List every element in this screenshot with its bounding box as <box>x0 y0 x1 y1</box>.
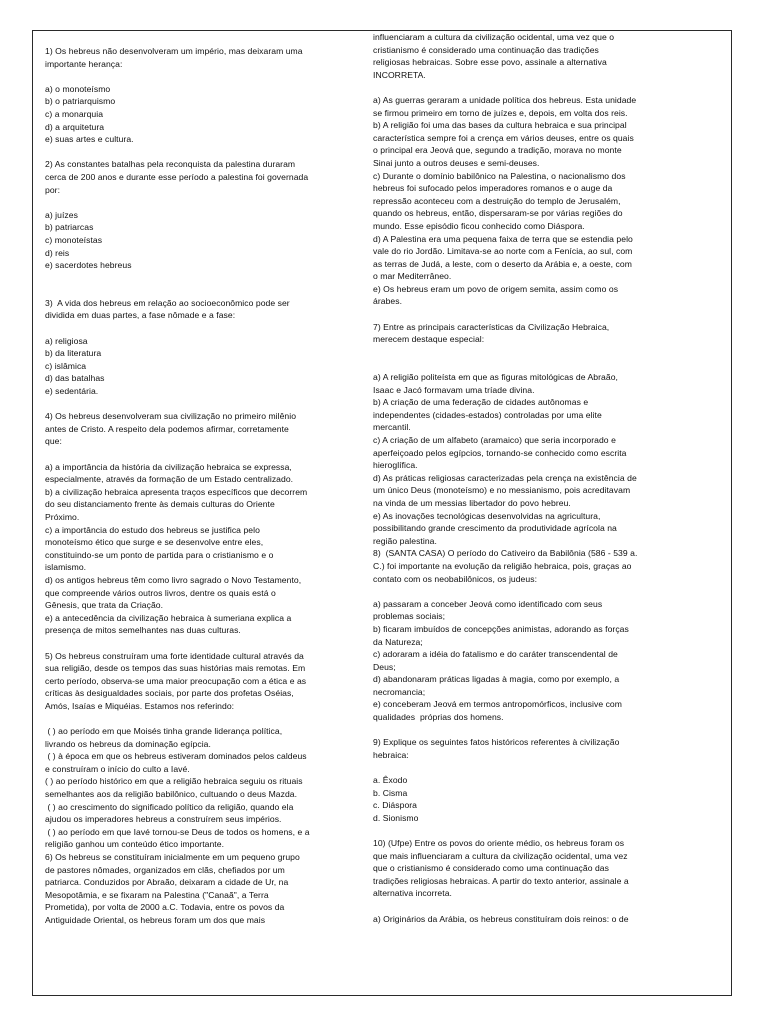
text-line: que compreende vários outros livros, dentre os quais está o <box>45 587 276 598</box>
left-column <box>45 45 370 927</box>
text-line: b) o patriarquismo <box>45 96 116 107</box>
text-line: e) a antecedência da civilização hebraica à sumeriana explica a <box>45 612 292 623</box>
text-line: e) sacerdotes hebreus <box>45 260 132 271</box>
text-line: 8) (SANTA CASA) O período do Cativeiro da Babilônia (586 - 539 a. <box>373 548 638 559</box>
text-line: d) os antigos hebreus têm como livro sagrado o Novo Testamento, <box>45 574 302 585</box>
text-line: d) das batalhas <box>45 373 105 384</box>
text-line: b) ficaram imbuídos de concepções animistas, adorando as forças <box>373 623 629 634</box>
text-line: tradições religiosas hebraicas. A partir do texto anterior, assinale a <box>373 875 629 886</box>
text-line: a) religiosa <box>45 335 88 346</box>
text-line: INCORRETA. <box>373 69 426 80</box>
text-line: monoteísmo ético que surge e se desenvolve entre eles, <box>45 537 264 548</box>
text-line: c) adoraram a idéia do fatalismo e do caráter transcendental de <box>373 649 618 660</box>
text-line: d. Sionismo <box>373 812 419 823</box>
text-line: merecem destaque especial: <box>373 334 485 345</box>
text-line: e construíram o início do culto a Iavé. <box>45 763 190 774</box>
text-line: de pastores nômades, organizados em clãs, chefiados por um <box>45 864 285 875</box>
text-line: ( ) ao período em que Iavé tornou-se Deus de todos os homens, e a <box>45 826 310 837</box>
text-line: d) abandonaram práticas ligadas à magia, como por exemplo, a <box>373 674 620 685</box>
blank-line <box>373 81 663 94</box>
text-line: Próximo. <box>45 511 80 522</box>
text-line: região palestina. <box>373 535 437 546</box>
text-line: b) A religião foi uma das bases da cultura hebraica e sua principal <box>373 120 627 131</box>
text-line: Gênesis, que trata da Criação. <box>45 600 164 611</box>
text-line: 2) As constantes batalhas pela reconquista da palestina duraram <box>45 159 296 170</box>
text-line: aperfeiçoado pelos egípcios, tornando-se conhecido como escrita <box>373 447 627 458</box>
text-line: ( ) à época em que os hebreus estiveram dominados pelos caldeus <box>45 751 307 762</box>
text-line: se firmou primeiro em torno de juízes e, depois, em volta dos reis. <box>373 107 628 118</box>
text-line: Antiguidade Oriental, os hebreus foram um dos que mais <box>45 914 266 925</box>
text-line: e) sedentária. <box>45 386 99 397</box>
text-line: livrando os hebreus da dominação egípcia. <box>45 738 211 749</box>
text-line: ( ) ao crescimento do significado político da religião, quando ela <box>45 801 294 812</box>
text-line: constituindo-se um ponto de partida para o cristianismo e o <box>45 549 274 560</box>
text-line: que o cristianismo é considerado como uma continuação das <box>373 863 609 874</box>
text-line: críticas às desigualdades sociais, por parte dos profetas Oséias, <box>45 688 294 699</box>
text-line: c) a monarquia <box>45 108 104 119</box>
text-line: islamismo. <box>45 562 87 573</box>
text-line: 7) Entre as principais características da Civilização Hebraica, <box>373 321 610 332</box>
blank-line <box>373 308 663 321</box>
text-line: a. Êxodo <box>373 775 408 786</box>
text-line: característica sempre foi a crença em vários deuses, entre os quais <box>373 132 634 143</box>
text-line: d) reis <box>45 247 70 258</box>
text-line: a) Originários da Arábia, os hebreus constituíram dois reinos: o de <box>373 913 629 924</box>
text-line: patriarca. Conduzidos por Abraão, deixaram a cidade de Ur, na <box>45 877 289 888</box>
text-line: do seu distanciamento frente às demais culturas do Oriente <box>45 499 275 510</box>
text-line: Deus; <box>373 661 396 672</box>
text-line: árabes. <box>373 296 403 307</box>
page-frame <box>32 30 732 996</box>
text-line: Mesopotâmia, e se fixaram na Palestina ("Canaã", a Terra <box>45 889 269 900</box>
text-line: qualidades próprias dos homens. <box>373 712 504 723</box>
text-line: que mais influenciaram a cultura da civilização ocidental, uma vez <box>373 850 628 861</box>
text-line: cristianismo é considerado uma continuação das tradições <box>373 44 599 55</box>
blank-line <box>45 712 370 725</box>
text-line: antes de Cristo. A respeito dela podemos afirmar, corretamente <box>45 423 289 434</box>
text-line: ( ) ao período histórico em que a religião hebraica seguiu os rituais <box>45 776 303 787</box>
text-line: por: <box>45 184 61 195</box>
text-line: b) A criação de uma federação de cidades autônomas e <box>373 397 589 408</box>
text-line: 9) Explique os seguintes fatos históricos referentes à civilização <box>373 737 620 748</box>
text-line: necromancia; <box>373 686 426 697</box>
text-line: 3) A vida dos hebreus em relação ao socioeconômico pode ser <box>45 297 290 308</box>
text-line: que: <box>45 436 62 447</box>
text-line: contato com os neobabilônicos, os judeus: <box>373 573 538 584</box>
text-line: independentes (cidades-estados) controladas por uma elite <box>373 409 602 420</box>
text-line: semelhantes aos da religião babilônico, cultuando o deus Mazda. <box>45 789 298 800</box>
text-line: ajudou os imperadores hebreus a construírem seus impérios. <box>45 814 282 825</box>
text-line: dividida em duas partes, a fase nômade e a fase: <box>45 310 236 321</box>
text-line: 1) Os hebreus não desenvolveram um império, mas deixaram uma <box>45 46 303 56</box>
text-line: c) A criação de um alfabeto (aramaico) que seria incorporado e <box>373 435 616 445</box>
blank-line <box>373 358 663 371</box>
text-line: d) a arquitetura <box>45 121 105 132</box>
text-line: mercantil. <box>373 422 411 433</box>
text-line: Amós, Isaías e Miquéias. Estamos nos referindo: <box>45 700 235 711</box>
text-line: repressão aconteceu com a destruição do templo de Jerusalém, <box>373 195 621 206</box>
blank-line <box>373 346 663 359</box>
text-line: b. Cisma <box>373 787 408 798</box>
text-line: hieroglífica. <box>373 460 418 471</box>
text-line: hebraica: <box>373 749 409 760</box>
text-line: a) A religião politeísta em que as figuras mitológicas de Abraão, <box>373 372 618 383</box>
text-line: importante herança: <box>45 58 123 69</box>
blank-line <box>373 900 663 913</box>
text-line: religião ganhou um conteúdo ético importante. <box>45 839 225 850</box>
text-line: d) A Palestina era uma pequena faixa de terra que se estendia pelo <box>373 233 633 244</box>
text-line: Prometida), por volta de 2000 a.C. Todavia, entre os povos da <box>45 902 285 913</box>
text-line: Sinai junto a outros deuses e semi-deuses. <box>373 157 540 168</box>
text-line: e) As inovações tecnológicas desenvolvidas na agricultura, <box>373 510 601 521</box>
text-line: presença de mitos semelhantes nas duas culturas. <box>45 625 241 636</box>
text-line: o mar Mediterrâneo. <box>373 271 452 282</box>
text-line: c) a importância do estudo dos hebreus se justifica pelo <box>45 524 260 535</box>
text-line: a) a importância da história da civilização hebraica se expressa, <box>45 461 292 472</box>
text-line: a) o monoteísmo <box>45 83 111 94</box>
blank-line <box>45 398 370 411</box>
text-line: da Natureza; <box>373 636 423 647</box>
text-line: a) juízes <box>45 209 78 220</box>
text-line: e) conceberam Jeová em termos antropomórficos, inclusive com <box>373 699 622 710</box>
text-line: c) monoteístas <box>45 234 103 245</box>
text-line: C.) foi importante na evolução da religião hebraica, pois, graças ao <box>373 560 632 571</box>
text-line: 6) Os hebreus se constituíram inicialmente em um pequeno grupo <box>45 852 300 862</box>
text-line: e) suas artes e cultura. <box>45 134 134 145</box>
text-line: religiosas hebraicas. Sobre esse povo, assinale a alternativa <box>373 57 607 68</box>
text-line: alternativa incorreta. <box>373 888 452 899</box>
text-line: Isaac e Jacó formavam uma tríade divina. <box>373 384 535 395</box>
text-line: d) As práticas religiosas caracterizadas pela crença na existência de <box>373 472 637 483</box>
text-line: 4) Os hebreus desenvolveram sua civilização no primeiro milênio <box>45 411 297 422</box>
text-line: hebreus foi sufocado pelos imperadores romanos e o auge da <box>373 183 613 194</box>
text-line: b) patriarcas <box>45 222 94 233</box>
text-line: o principal era Jeová que, segundo a tradição, morava no monte <box>373 145 622 156</box>
blank-line <box>45 146 370 159</box>
text-line: 10) (Ufpe) Entre os povos do oriente médio, os hebreus foram os <box>373 838 625 848</box>
blank-line <box>45 448 370 461</box>
text-line: c) islâmica <box>45 360 87 371</box>
blank-line <box>373 585 663 598</box>
blank-line <box>45 284 370 297</box>
blank-line <box>373 724 663 737</box>
text-line: influenciaram a cultura da civilização ocidental, uma vez que o <box>373 32 615 42</box>
right-column <box>373 31 663 925</box>
text-line: cerca de 200 anos e durante esse período a palestina foi governada <box>45 171 309 182</box>
text-line: b) a civilização hebraica apresenta traços específicos que decorrem <box>45 486 308 497</box>
text-line: c) Durante o domínio babilônico na Palestina, o nacionalismo dos <box>373 170 626 181</box>
text-line: na vinda de um messias libertador do povo hebreu. <box>373 497 571 508</box>
blank-line <box>45 70 370 83</box>
blank-line <box>373 761 663 774</box>
text-line: ( ) ao período em que Moisés tinha grande liderança política, <box>45 726 283 737</box>
text-line: c. Diáspora <box>373 800 418 811</box>
blank-line <box>45 322 370 335</box>
text-line: as terras de Judá, a leste, com o deserto da Arábia e, a oeste, com <box>373 258 632 269</box>
blank-line <box>45 196 370 209</box>
text-line: sua religião, desde os tempos das suas histórias mais remotas. Em <box>45 663 306 674</box>
blank-line <box>45 272 370 285</box>
text-line: possibilitando grande crescimento da produtividade agrícola na <box>373 523 617 534</box>
text-line: problemas sociais; <box>373 611 446 622</box>
text-line: a) As guerras geraram a unidade política dos hebreus. Esta unidade <box>373 94 637 105</box>
text-line: a) passaram a conceber Jeová como identificado com seus <box>373 598 603 609</box>
text-line: mundo. Esse episódio ficou conhecido como Diáspora. <box>373 220 585 231</box>
text-line: e) Os hebreus eram um povo de origem semita, assim como os <box>373 283 619 294</box>
text-line: 5) Os hebreus construíram uma forte identidade cultural através da <box>45 650 304 661</box>
text-line: b) da literatura <box>45 348 102 359</box>
text-line: especialmente, através da formação de um Estado centralizado. <box>45 474 294 485</box>
text-line: certo período, observa-se uma maior preocupação com a ética e as <box>45 675 307 686</box>
blank-line <box>45 637 370 650</box>
text-line: quando os hebreus, então, dispersaram-se por várias regiões do <box>373 208 623 219</box>
blank-line <box>373 824 663 837</box>
text-line: um único Deus (monoteísmo) e no messianismo, pois acreditavam <box>373 485 631 496</box>
text-line: vale do rio Jordão. Limitava-se ao norte com a Fenícia, ao sul, com <box>373 246 633 257</box>
